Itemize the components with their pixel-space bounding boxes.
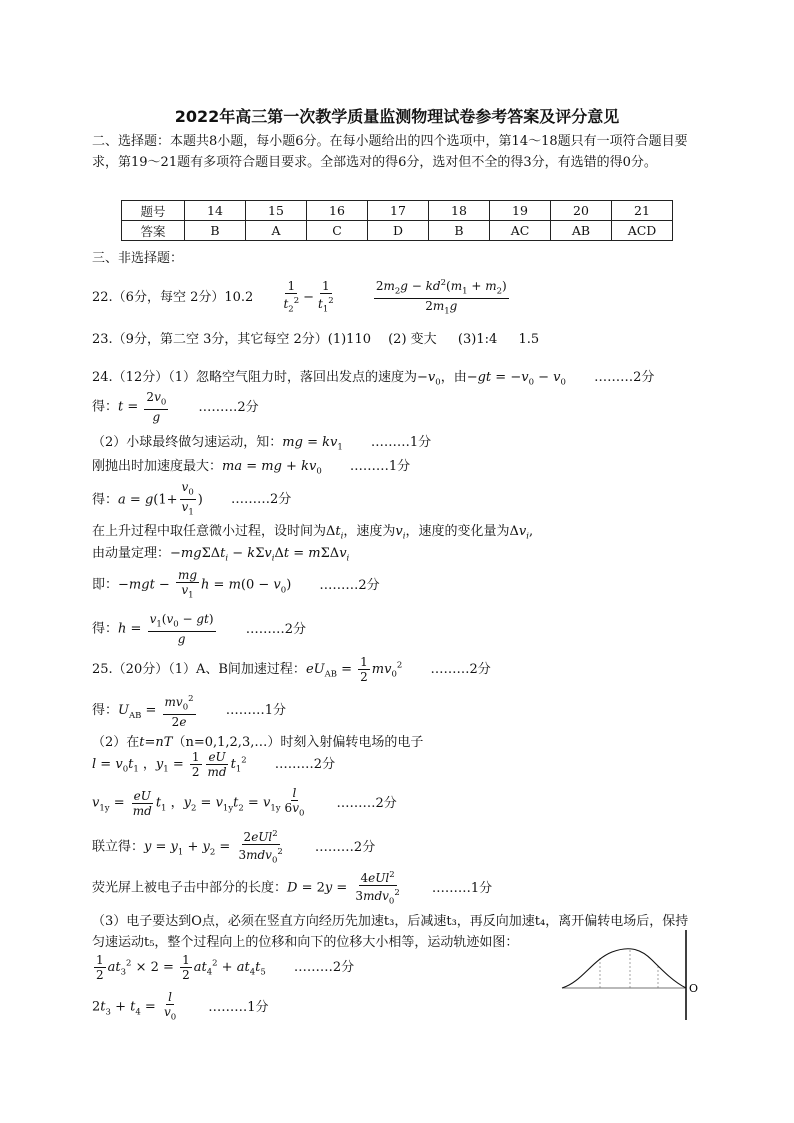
score-mark: ………2分 <box>245 621 306 637</box>
table-cell: B <box>429 221 490 241</box>
q25-line9: $\frac{1}{2}$ $at_3^2 \times 2$ = $\frac{1}{2}$ $at_4^2 + at_4t_5$ ………2分 <box>96 953 355 982</box>
table-cell: 20 <box>551 201 612 221</box>
q22-formula2: $\frac{2m_2g - kd^2(m_1 + m_2)}{2m_1g}$ <box>375 278 507 317</box>
q25-line7: 荧光屏上被电子击中部分的长度：D = 2y = $\frac{4eUl^2}{3mdv_0^2}$ ………1分 <box>92 870 493 907</box>
score-mark: ………1分 <box>431 880 493 896</box>
table-cell: AC <box>490 221 551 241</box>
answer-table <box>121 200 673 241</box>
table-cell: 17 <box>368 201 429 221</box>
q24-line2: 得：t = $\frac{2v_0}{g}$ ………2分 <box>92 390 259 425</box>
q25-line3: （2）在t=nT（n=0,1,2,3,…）时刻入射偏转电场的电子 <box>92 735 424 750</box>
q25-line10: $2t_3 + t_4$ = $\frac{l}{v_0}$ ………1分 <box>92 990 269 1023</box>
q24-text: 在上升过程中取任意微小过程，设时间为 <box>92 524 327 539</box>
q24-text: 24.（12分）（1）忽略空气阻力时，落回出发点的速度为 <box>92 370 417 385</box>
q24-line4: 刚抛出时加速度最大：ma = mg + $kv_0$ ………1分 <box>92 459 411 477</box>
score-mark: ………2分 <box>274 757 336 772</box>
table-cell: B <box>185 221 246 241</box>
table-row <box>122 201 673 221</box>
label-de: 得： <box>92 492 119 508</box>
table-cell: 18 <box>429 201 490 221</box>
label-ji: 即： <box>92 577 119 593</box>
score-mark: ………1分 <box>225 703 286 719</box>
trajectory-diagram <box>560 930 700 1022</box>
label-de: 得： <box>92 703 119 719</box>
q25-line6: 联立得：$y = y_1 + y_2$ = $\frac{2eUl^2}{3mdv_0^2}$ ………2分 <box>92 829 376 866</box>
q25-text: 25.（20分）（1）A、B间加速过程： <box>92 662 306 677</box>
score-mark: ………2分 <box>336 795 397 811</box>
q25-line4: $l = v_0t_1$ ，$y_1$ = $\frac{1}{2}$ $\frac{eU}{md}$ $t_1^2$ ………2分 <box>92 750 336 779</box>
table-row <box>122 221 673 241</box>
q24-line7: 由动量定理：−mgΣΔt$_i$ − kΣv$_i$Δt = mΣΔv$_i$ <box>92 546 350 564</box>
q24-text: （2）小球最终做匀速运动，知： <box>92 435 283 450</box>
label-de: 得： <box>92 399 119 415</box>
q23-line: 23.（9分，第二空 3分，其它每空 2分）(1)110 (2) 变大 (3)1:4 1.5 <box>92 332 540 347</box>
table-cell: 14 <box>185 201 246 221</box>
q22-line <box>92 276 511 319</box>
score-mark: ………2分 <box>293 960 355 975</box>
table-cell: C <box>307 221 368 241</box>
q25-text: 联立得： <box>92 839 145 855</box>
q24-line8: 即：−mgt − $\frac{mg}{v_1}$ $h = m(0 - v_0)$ ………2分 <box>92 568 380 601</box>
q22-formula1: $\frac{1}{t_2^2}$ − $\frac{1}{t_1^2}$ <box>283 278 334 315</box>
score-mark: ………1分 <box>208 999 269 1015</box>
section2-text: 二、选择题：本题共8小题，每小题6分。在每小题给出的四个选项中，第14～18题只有一项符合题目要求，第19～21题有多项符合题目要求。全部选对的得6分，选对但不全的得3分，有选错的得0分。 <box>92 134 688 170</box>
score-mark: ………2分 <box>314 839 376 855</box>
table-header-question: 题号 <box>122 201 185 221</box>
q24-text: ，速度为 <box>343 524 396 539</box>
score-mark: ………2分 <box>430 662 491 677</box>
q25-line2: 得：$U_{AB}$ = $\frac{mv_0^2}{2e}$ ………1分 <box>92 694 286 730</box>
table-cell: 15 <box>246 201 307 221</box>
table-cell: ACD <box>612 221 673 241</box>
section3-heading: 三、非选择题： <box>92 251 184 266</box>
table-cell: D <box>368 221 429 241</box>
q25-text: 荧光屏上被电子击中部分的长度： <box>92 880 288 896</box>
table-cell: 21 <box>612 201 673 221</box>
q24-text: 由动量定理： <box>92 546 171 561</box>
label-de: 得： <box>92 621 119 637</box>
q24-line1: 24.（12分）（1）忽略空气阻力时，落回出发点的速度为$-v_0$，由$-gt = -v_0 - v_0$ ………2分 <box>92 370 655 388</box>
q25-text: （2）在 <box>92 735 140 750</box>
table-cell: A <box>246 221 307 241</box>
score-mark: ………1分 <box>370 435 432 450</box>
score-mark: ………2分 <box>594 370 655 385</box>
q25-line5: $v_{1y}$ = $\frac{eU}{md}$ $t_1$ ，$y_2 = v_{1y}t_2 = v_{1y}$ $\frac{l}{6v_0}$ ………2分 <box>92 786 397 819</box>
q25-part3: （3）电子要达到O点，必须在竖直方向经历先加速t₃，后减速t₃，再反向加速t₄，离开偏转电场后，保持匀速运动t₅，整个过程向上的位移和向下的位移大小相等，运动轨迹如图： <box>92 914 689 950</box>
score-mark: ………2分 <box>319 577 380 593</box>
q24-text: ，由 <box>440 370 467 385</box>
q25-line1: 25.（20分）（1）A、B间加速过程：$eU_{AB}$ = $\frac{1}{2}$ $mv_0^2$ ………2分 <box>92 655 491 684</box>
table-header-answer: 答案 <box>122 221 185 241</box>
q24-text: 刚抛出时加速度最大： <box>92 459 223 474</box>
q25-text: （n=0,1,2,3,…）时刻入射偏转电场的电子 <box>172 735 424 750</box>
table-cell: 16 <box>307 201 368 221</box>
score-mark: ………1分 <box>349 459 411 474</box>
q24-line6: 在上升过程中取任意微小过程，设时间为$\Delta t_i$，速度为$v_i$，速度的变化量为$\Delta v_i$, <box>92 524 534 542</box>
q24-text: ，速度的变化量为 <box>405 524 510 539</box>
table-cell: AB <box>551 221 612 241</box>
table-cell: 19 <box>490 201 551 221</box>
score-mark: ………2分 <box>230 492 292 508</box>
q24-line5: 得：a = g(1+ $\frac{v_0}{v_1}$ ) ………2分 <box>92 480 292 518</box>
q22-label: 22.（6分，每空 2分）10.2 <box>92 289 254 305</box>
score-mark: ………2分 <box>198 399 259 415</box>
o-point-label: O <box>689 982 699 995</box>
trajectory-curve <box>562 949 686 988</box>
page-title: 2022年高三第一次教学质量监测物理试卷参考答案及评分意见 <box>174 107 620 126</box>
q24-line9: 得：h = $\frac{v_1(v_0 - gt)}{g}$ ………2分 <box>92 612 306 647</box>
q24-line3: （2）小球最终做匀速运动，知：mg = $kv_1$ ………1分 <box>92 435 432 453</box>
